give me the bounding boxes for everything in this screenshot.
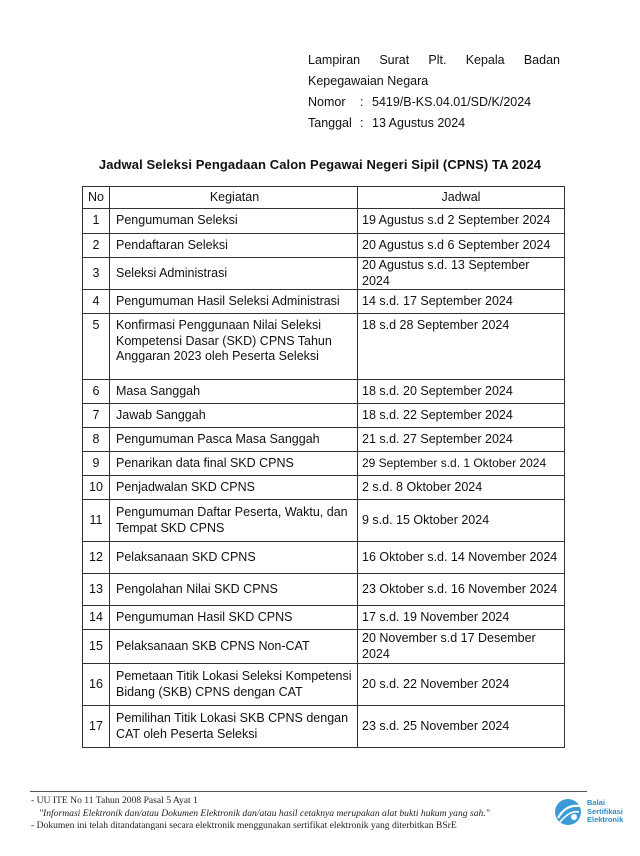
row-no: 10 xyxy=(83,476,110,500)
table-header-row xyxy=(83,187,565,209)
nomor-colon: : xyxy=(360,95,364,109)
row-jadwal: 20 November s.d 17 Desember 2024 xyxy=(358,630,565,664)
row-no: 2 xyxy=(83,234,110,258)
row-no: 14 xyxy=(83,606,110,630)
logo-line: Sertifikasi xyxy=(587,806,623,816)
schedule-table xyxy=(82,186,565,748)
lampiran-word: Badan xyxy=(523,53,560,67)
table-row xyxy=(83,630,565,664)
lampiran-line xyxy=(308,50,560,71)
table-row xyxy=(83,706,565,748)
footer-quote: "Informasi Elektronik dan/atau Dokumen Elektronik dan/atau hasil cetaknya merupakan alat bukti hukum yang sah." xyxy=(39,807,490,819)
table-row xyxy=(83,452,565,476)
bsre-logo-text xyxy=(587,799,623,825)
table-row xyxy=(83,209,565,234)
row-no: 3 xyxy=(83,258,110,290)
document-title: Jadwal Seleksi Pengadaan Calon Pegawai Negeri Sipil (CPNS) TA 2024 xyxy=(98,157,542,172)
logo-line: Balai xyxy=(587,798,605,807)
table-row xyxy=(83,234,565,258)
header-jadwal: Jadwal xyxy=(358,187,565,209)
row-jadwal: 18 s.d 28 September 2024 xyxy=(358,314,565,380)
nomor-label: Nomor xyxy=(308,95,346,109)
row-kegiatan: Pengolahan Nilai SKD CPNS xyxy=(110,574,358,606)
table-row xyxy=(83,380,565,404)
row-jadwal: 18 s.d. 22 September 2024 xyxy=(358,404,565,428)
row-no: 17 xyxy=(83,706,110,748)
row-kegiatan: Masa Sanggah xyxy=(110,380,358,404)
table-row xyxy=(83,404,565,428)
tanggal-colon: : xyxy=(360,116,364,130)
row-jadwal: 21 s.d. 27 September 2024 xyxy=(358,428,565,452)
table-row xyxy=(83,500,565,542)
row-kegiatan: Pendaftaran Seleksi xyxy=(110,234,358,258)
logo-line: Elektronik xyxy=(587,815,624,824)
row-jadwal: 20 Agustus s.d. 13 September 2024 xyxy=(358,258,565,290)
row-jadwal: 17 s.d. 19 November 2024 xyxy=(358,606,565,630)
row-kegiatan: Pemetaan Titik Lokasi Seleksi Kompetensi Bidang (SKB) CPNS dengan CAT xyxy=(110,664,358,706)
row-jadwal: 20 s.d. 22 November 2024 xyxy=(358,664,565,706)
tanggal-value: 13 Agustus 2024 xyxy=(372,116,466,130)
row-jadwal: 16 Oktober s.d. 14 November 2024 xyxy=(358,542,565,574)
row-kegiatan: Pengumuman Daftar Peserta, Waktu, dan Tempat SKD CPNS xyxy=(110,500,358,542)
row-jadwal: 2 s.d. 8 Oktober 2024 xyxy=(358,476,565,500)
row-kegiatan: Pengumuman Hasil SKD CPNS xyxy=(110,606,358,630)
footer-signature-note: - Dokumen ini telah ditandatangani secara elektronik menggunakan sertifikat elektronik yang diterbitkan BSrE xyxy=(31,820,457,831)
lampiran-word: Kepala xyxy=(465,53,505,67)
row-jadwal: 19 Agustus s.d 2 September 2024 xyxy=(358,209,565,234)
row-no: 12 xyxy=(83,542,110,574)
row-no: 15 xyxy=(83,630,110,664)
row-no: 16 xyxy=(83,664,110,706)
row-jadwal: 23 s.d. 25 November 2024 xyxy=(358,706,565,748)
tanggal-line xyxy=(308,113,560,134)
row-no: 4 xyxy=(83,290,110,314)
row-jadwal: 14 s.d. 17 September 2024 xyxy=(358,290,565,314)
row-jadwal: 9 s.d. 15 Oktober 2024 xyxy=(358,500,565,542)
row-no: 7 xyxy=(83,404,110,428)
table-row xyxy=(83,606,565,630)
row-kegiatan: Konfirmasi Penggunaan Nilai Seleksi Kompetensi Dasar (SKD) CPNS Tahun Anggaran 2023 oleh Peserta Seleksi xyxy=(110,314,358,380)
table-row xyxy=(83,542,565,574)
footer-uu-ite: - UU ITE No 11 Tahun 2008 Pasal 5 Ayat 1 xyxy=(31,795,198,806)
table-row xyxy=(83,664,565,706)
row-no: 6 xyxy=(83,380,110,404)
row-no: 1 xyxy=(83,209,110,234)
nomor-value: 5419/B-KS.04.01/SD/K/2024 xyxy=(372,95,532,109)
row-no: 9 xyxy=(83,452,110,476)
row-no: 11 xyxy=(83,500,110,542)
row-kegiatan: Pelaksanaan SKD CPNS xyxy=(110,542,358,574)
nomor-line xyxy=(308,92,560,113)
row-jadwal: 18 s.d. 20 September 2024 xyxy=(358,380,565,404)
row-kegiatan: Penarikan data final SKD CPNS xyxy=(110,452,358,476)
table-row xyxy=(83,574,565,606)
row-jadwal: 20 Agustus s.d 6 September 2024 xyxy=(358,234,565,258)
header-kegiatan: Kegiatan xyxy=(110,187,358,209)
row-kegiatan: Penjadwalan SKD CPNS xyxy=(110,476,358,500)
row-kegiatan: Pengumuman Seleksi xyxy=(110,209,358,234)
footer-notes xyxy=(31,795,551,833)
row-no: 8 xyxy=(83,428,110,452)
table-row xyxy=(83,428,565,452)
agency-line: Kepegawaian Negara xyxy=(308,74,429,88)
table-row xyxy=(83,290,565,314)
lampiran-word: Lampiran xyxy=(308,53,361,67)
row-jadwal: 23 Oktober s.d. 16 November 2024 xyxy=(358,574,565,606)
lampiran-word: Surat xyxy=(379,53,410,67)
table-row xyxy=(83,258,565,290)
row-jadwal: 29 September s.d. 1 Oktober 2024 xyxy=(358,452,565,476)
row-kegiatan: Pengumuman Hasil Seleksi Administrasi xyxy=(110,290,358,314)
tanggal-label: Tanggal xyxy=(308,116,352,130)
footer-divider xyxy=(30,791,587,792)
row-kegiatan: Seleksi Administrasi xyxy=(110,258,358,290)
row-no: 13 xyxy=(83,574,110,606)
row-kegiatan: Pengumuman Pasca Masa Sanggah xyxy=(110,428,358,452)
table-row xyxy=(83,314,565,380)
row-kegiatan: Pemilihan Titik Lokasi SKB CPNS dengan CAT oleh Peserta Seleksi xyxy=(110,706,358,748)
row-no: 5 xyxy=(83,314,110,380)
row-kegiatan: Pelaksanaan SKB CPNS Non-CAT xyxy=(110,630,358,664)
header-no: No xyxy=(83,187,110,209)
row-kegiatan: Jawab Sanggah xyxy=(110,404,358,428)
table-row xyxy=(83,476,565,500)
letter-reference-block xyxy=(308,50,560,134)
lampiran-word: Plt. xyxy=(428,53,447,67)
